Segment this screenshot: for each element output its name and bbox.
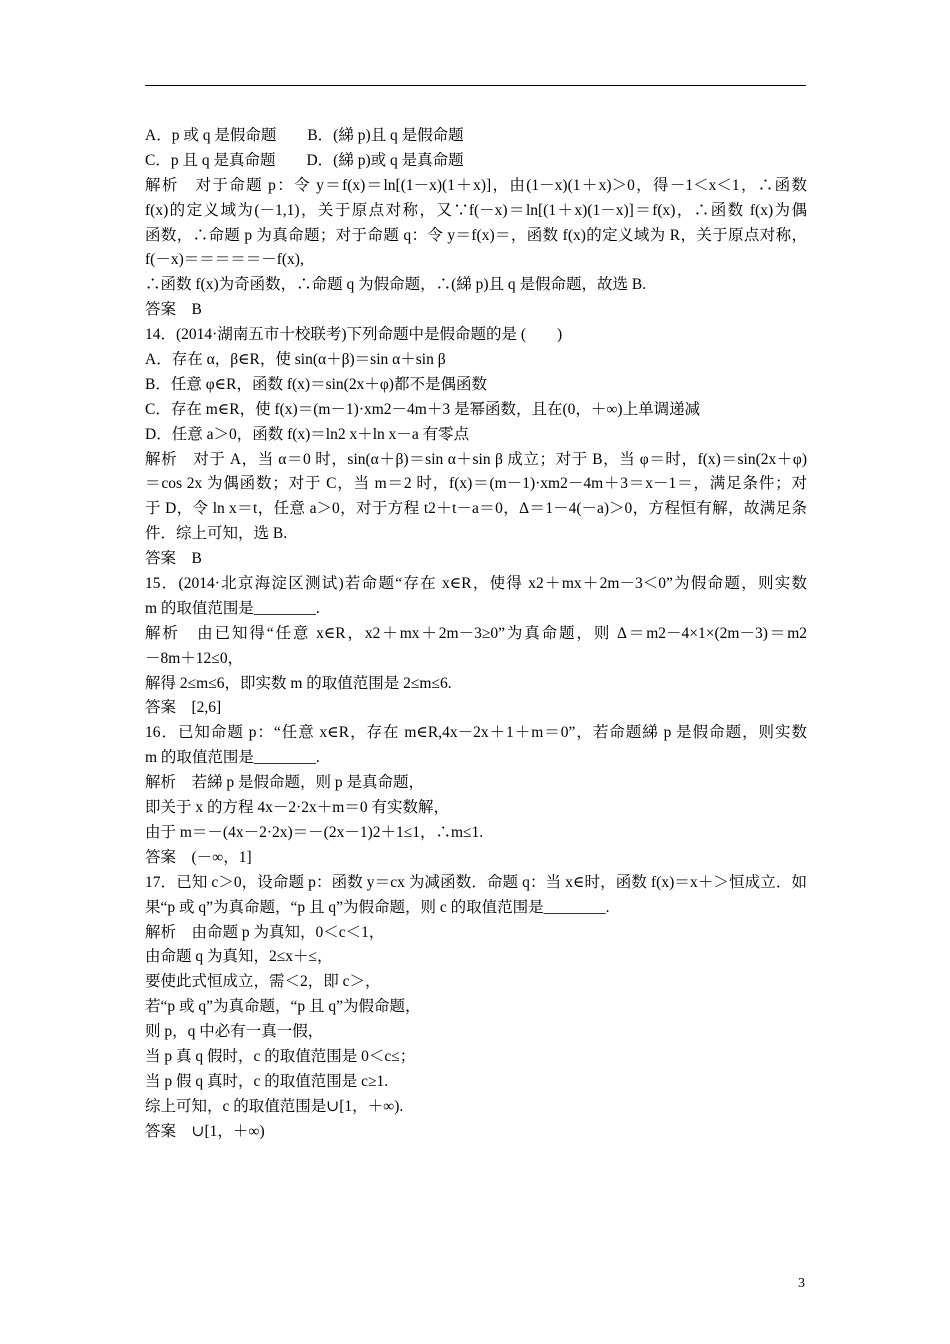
text-line: 于 D，令 ln x＝t，任意 a＞0，对于方程 t2＋t－a＝0，Δ＝1－4(－a)＞0，方程恒有解，故满足条 (145, 500, 807, 518)
text-line: 17．已知 c＞0，设命题 p：函数 y＝cx 为减函数．命题 q：当 x∈时，函数 f(x)＝x＋＞恒成立．如 (145, 873, 807, 891)
text-line: 解析 若綈 p 是假命题，则 p 是真命题， (145, 774, 425, 792)
text-line: 16．已知命题 p：“任意 x∈R，存在 m∈R,4x－2x＋1＋m＝0”，若命题綈 p 是假命题，则实数 (145, 724, 807, 742)
text-line: 15．(2014·北京海淀区测试)若命题“存在 x∈R，使得 x2＋mx＋2m－3＜0”为假命题，则实数 (145, 575, 807, 593)
text-line: 答案 B (145, 550, 202, 568)
text-line: A．存在 α，β∈R，使 sin(α＋β)＝sin α＋sin β (145, 351, 446, 369)
text-line: ＝cos 2x 为偶函数；对于 C，当 m＝2 时，f(x)＝(m－1)·xm2－4m＋3＝x－1＝，满足条件；对 (145, 475, 807, 493)
text-line: 解析 对于 A，当 α＝0 时，sin(α＋β)＝sin α＋sin β 成立；对于 B，当 φ＝时，f(x)＝sin(2x＋φ) (145, 450, 807, 468)
text-line: A．p 或 q 是假命题 B．(綈 p)且 q 是假命题 (145, 127, 464, 144)
text-line: 当 p 真 q 假时，c 的取值范围是 0＜c≤； (145, 1047, 416, 1065)
text-line: D．任意 a＞0，函数 f(x)＝ln2 x＋ln x－a 有零点 (145, 425, 470, 443)
text-line: f(－x)＝＝＝＝＝－f(x), (145, 251, 304, 269)
text-line: 答案 B (145, 301, 202, 319)
text-line: 答案 ∪[1，＋∞) (145, 1122, 265, 1140)
text-line: 即关于 x 的方程 4x－2·2x＋m＝0 有实数解， (145, 799, 449, 817)
text-line: C．存在 m∈R，使 f(x)＝(m－1)·xm2－4m＋3 是幂函数，且在(0，＋∞)上单调递减 (145, 400, 701, 418)
text-line: 答案 [2,6] (145, 699, 222, 717)
text-line: 由命题 q 为真知，2≤x＋≤， (145, 948, 333, 966)
text-line: 件．综上可知，选 B. (145, 525, 288, 543)
text-line: m 的取值范围是________. (145, 749, 320, 767)
page-number: 3 (798, 1276, 805, 1291)
text-line: 答案 (－∞，1] (145, 848, 252, 866)
text-line: 函数，∴命题 p 为真命题；对于命题 q：令 y＝f(x)＝，函数 f(x)的定义域为 R，关于原点对称， (145, 226, 807, 244)
text-line: 解析 对于命题 p：令 y＝f(x)＝ln[(1－x)(1＋x)]，由(1－x)(1＋x)＞0，得－1＜x＜1，∴函数 (145, 176, 807, 194)
document-body (145, 124, 807, 1145)
text-line: －8m＋12≤0， (145, 649, 244, 667)
text-line: 果“p 或 q”为真命题，“p 且 q”为假命题，则 c 的取值范围是________. (145, 898, 610, 916)
text-line: B．任意 φ∈R，函数 f(x)＝sin(2x＋φ)都不是偶函数 (145, 375, 487, 393)
text-line: ∴函数 f(x)为奇函数，∴命题 q 为假命题，∴(綈 p)且 q 是假命题，故选 B. (145, 276, 647, 294)
text-line: m 的取值范围是________. (145, 599, 320, 617)
header-rule (145, 85, 806, 86)
text-line: 由于 m＝－(4x－2·2x)＝－(2x－1)2＋1≤1，∴m≤1. (145, 823, 484, 841)
text-line: f(x)的定义域为(－1,1)，关于原点对称，又∵f(－x)＝ln[(1＋x)(1－x)]＝f(x)，∴函数 f(x)为偶 (145, 201, 807, 219)
text-line: 解析 由已知得“任意 x∈R，x2＋mx＋2m－3≥0”为真命题，则 Δ＝m2－4×1×(2m－3)＝m2 (145, 624, 807, 642)
text-line: 要使此式恒成立，需＜2，即 c＞， (145, 973, 381, 991)
text-line: 解得 2≤m≤6，即实数 m 的取值范围是 2≤m≤6. (145, 674, 452, 692)
text-line: 14．(2014·湖南五市十校联考)下列命题中是假命题的是 ( ) (145, 326, 563, 344)
text-line: C．p 且 q 是真命题 D．(綈 p)或 q 是真命题 (145, 151, 464, 169)
text-line: 综上可知，c 的取值范围是∪[1，＋∞). (145, 1097, 404, 1115)
text-line: 则 p，q 中必有一真一假， (145, 1023, 324, 1041)
text-line: 解析 由命题 p 为真知，0＜c＜1， (145, 923, 385, 941)
text-line: 当 p 假 q 真时，c 的取值范围是 c≥1. (145, 1072, 389, 1090)
text-line: 若“p 或 q”为真命题，“p 且 q”为假命题， (145, 998, 421, 1016)
